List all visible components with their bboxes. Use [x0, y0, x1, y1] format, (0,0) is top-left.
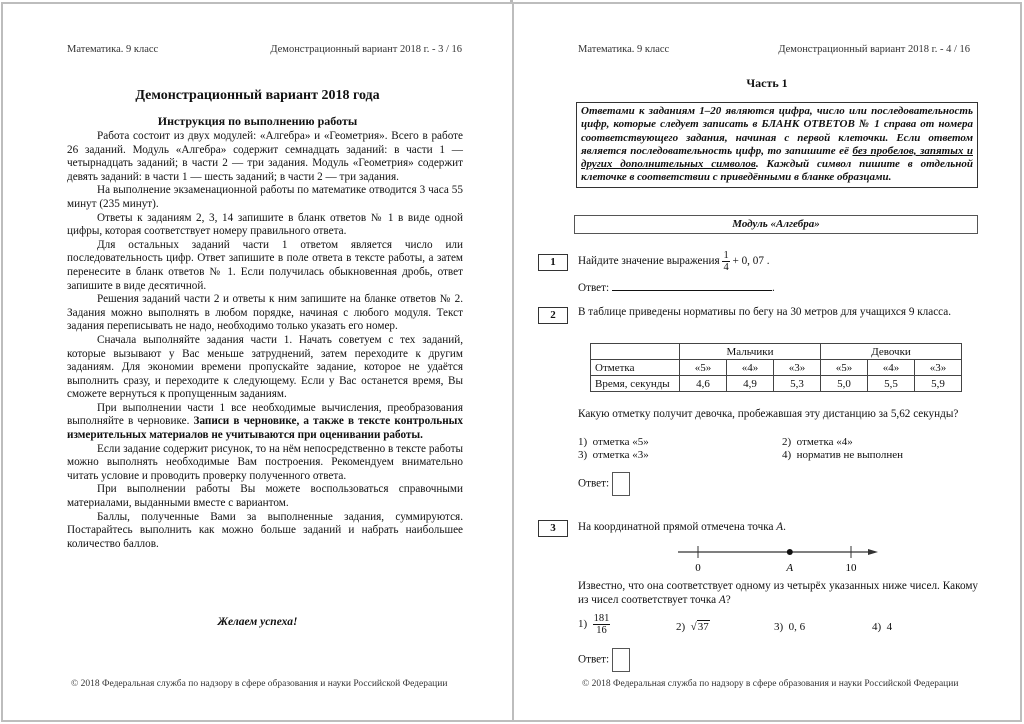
option-3[interactable] [774, 621, 805, 635]
paragraph: Сначала выполняйте задания части 1. Начать советуем с тех заданий, которые вызывают у Вас меньше затруднений, затем переходите к другим заданиям. Для экономии времени пропускайте задание, которое не удаётся выполнить сразу, и переходите к следующему. Если у Вас останется время, Вы сможете вернуться к пропущенным заданиям. [67, 333, 463, 401]
paragraph: Если задание содержит рисунок, то на нём непосредственно в тексте работы можно выполнять необходимые Вам построения. Рекомендуем внимательно читать условие и проводить проверку полученного ответа. [67, 442, 463, 482]
option-2[interactable] [782, 436, 853, 450]
option-label: 3) [774, 621, 784, 633]
expression-tail: + 0, 07 . [732, 255, 770, 268]
task-3-statement: На координатной прямой отмечена точка [578, 521, 774, 533]
calc-bold: Записи в черновике, а также в тексте контрольных измерительных материалов не учитываются при оценивании работы. [67, 415, 463, 442]
paragraph: Баллы, полученные Вами за выполненные задания, суммируются. Постарайтесь выполнить как можно больше заданий и набрать наибольшее количество баллов. [67, 510, 463, 550]
table-row [591, 360, 962, 376]
option-4[interactable] [782, 449, 903, 463]
footer-copyright: © 2018 Федеральная служба по надзору в сфере образования и науки Российской Федерации [582, 679, 959, 689]
table-cell: «3» [915, 360, 962, 376]
task-3-question [578, 580, 978, 607]
closing-wish: Желаем успеха! [217, 616, 298, 628]
option-label: 2) [676, 621, 686, 633]
header-subject: Математика. 9 класс [67, 44, 159, 55]
table-row [591, 344, 962, 360]
document-title: Демонстрационный вариант 2018 года [135, 88, 380, 103]
option-label: 4) [782, 449, 792, 461]
answer-box[interactable] [612, 472, 630, 496]
paragraph: Для остальных заданий части 1 ответом является число или последовательность цифр. Ответ запишите в поле ответа в тексте работы, а затем перенесите в бланк ответов № 1. Если получилась обыкновенная дробь, ответ запишите в виде десятичной. [67, 238, 463, 292]
option-text: норматив не выполнен [796, 449, 904, 461]
answer-label: Ответ: [578, 653, 610, 666]
denominator: 16 [596, 625, 607, 636]
answer-box[interactable] [612, 648, 630, 672]
fraction [722, 250, 729, 273]
footer-copyright: © 2018 Федеральная служба по надзору в сфере образования и науки Российской Федерации [71, 679, 448, 689]
answer-instructions-box [576, 102, 978, 188]
task-3-options [578, 613, 978, 643]
page-3 [1, 2, 512, 722]
option-text: 4 [886, 621, 893, 633]
answer-label: Ответ: [578, 477, 610, 490]
option-label: 2) [782, 436, 792, 448]
table-row [591, 376, 962, 392]
answer-field[interactable] [612, 281, 772, 291]
header-variant: Демонстрационный вариант 2018 г. - 4 / 16 [778, 44, 970, 55]
task-3-text [578, 521, 978, 535]
row-header: Отметка [591, 360, 680, 376]
task-1-text [578, 250, 978, 273]
calc-plain: При выполнении части 1 все необходимые вычисления, преобразования выполняйте в черновике. [67, 401, 463, 428]
point-name: A [718, 593, 726, 606]
row-header: Время, секунды [591, 376, 680, 392]
fraction [593, 613, 611, 636]
point-name: A [776, 521, 784, 533]
notice-text-end: . Каждый символ пишите в отдельной клеточке в соответствии с приведёнными в бланке образцами. [581, 158, 973, 184]
paragraph: Ответы к заданиям 2, 3, 14 запишите в бланк ответов № 1 в виде одной цифры, которая соответствует номеру правильного ответа. [67, 211, 463, 238]
answer-label: Ответ: [578, 282, 610, 294]
table-cell: 4,6 [680, 376, 727, 392]
option-text: отметка «4» [796, 436, 853, 448]
option-4[interactable] [872, 621, 892, 635]
task-2-text: В таблице приведены нормативы по бегу на 30 метров для учащихся 9 класса. [578, 306, 952, 318]
radicand: 37 [697, 621, 709, 633]
table-cell [591, 344, 680, 360]
task-2-answer [578, 472, 978, 496]
square-root: √37 [690, 621, 709, 633]
table-cell: 5,3 [774, 376, 821, 392]
task-1-statement: Найдите значение выражения [578, 255, 720, 268]
paragraph: Решения заданий части 2 и ответы к ним запишите на бланке ответов № 2. Задания можно выполнять в любом порядке, начиная с любого модуля. Текст задания переписывать не надо, необходимо только указать его номер. [67, 293, 463, 333]
task-number-3: 3 [538, 520, 568, 537]
task-number-2: 2 [538, 307, 568, 324]
option-text: 0, 6 [788, 621, 806, 633]
number-line [678, 542, 878, 576]
paragraph: При выполнении работы Вы можете воспользоваться справочными материалами, выданными вместе с вариантом. [67, 483, 463, 510]
table-cell: 5,5 [868, 376, 915, 392]
table-cell: «4» [868, 360, 915, 376]
option-label: 1) [578, 618, 588, 631]
table-cell: «5» [821, 360, 868, 376]
option-label: 4) [872, 621, 882, 633]
task-1-answer [578, 281, 978, 296]
answer-end: . [771, 282, 775, 294]
denominator: 4 [723, 262, 729, 273]
task-2-options [578, 436, 978, 466]
paragraph-calculations [67, 402, 463, 443]
running-norms-table [590, 343, 962, 392]
numerator: 181 [593, 613, 610, 624]
notice-underlined: без пробелов, запятых и других дополнительных символов [581, 144, 973, 171]
table-cell: «4» [727, 360, 774, 376]
tick-label-0: 0 [695, 562, 701, 574]
task-number-1: 1 [538, 254, 568, 271]
table-cell: 5,9 [915, 376, 962, 392]
table-cell: 4,9 [727, 376, 774, 392]
task-2-question: Какую отметку получит девочка, пробежавшая эту дистанцию за 5,62 секунды? [578, 408, 959, 420]
instructions-body [67, 130, 463, 551]
option-3[interactable] [578, 449, 649, 463]
question-end: ? [725, 593, 731, 606]
point-a [787, 549, 793, 555]
option-label: 1) [578, 436, 588, 448]
option-1[interactable] [578, 436, 649, 450]
table-cell: «5» [680, 360, 727, 376]
question-text: Известно, что она соответствует одному из четырёх указанных ниже чисел. Какому из чисел соответствует точка [578, 580, 978, 606]
option-2[interactable] [676, 621, 710, 635]
point-label: A [786, 562, 794, 574]
header-subject: Математика. 9 класс [578, 44, 670, 55]
module-title: Модуль «Алгебра» [574, 215, 978, 234]
instructions-title: Инструкция по выполнению работы [157, 114, 358, 128]
group-header: Девочки [821, 344, 962, 360]
option-text: отметка «3» [592, 449, 649, 461]
table-cell: «3» [774, 360, 821, 376]
option-1[interactable] [578, 613, 610, 636]
paragraph: На выполнение экзаменационной работы по математике отводится 3 часа 55 минут (235 минут). [67, 184, 463, 210]
option-text: отметка «5» [592, 436, 649, 448]
paragraph: Работа состоит из двух модулей: «Алгебра» и «Геометрия». Всего в работе 26 заданий. Модуль «Алгебра» содержит семнадцать заданий: в части 1 — четырнадцать заданий; в части 2 — три задания. Модуль «Геометрия» содержит девять заданий: в части 1 — шесть заданий; в части 2 — три задания. [67, 130, 463, 183]
numerator: 1 [723, 250, 729, 261]
table-cell: 5,0 [821, 376, 868, 392]
notice-text: Ответами к заданиям 1–20 являются цифра, число или последовательность цифр, которые следует записать в БЛАНК ОТВЕТОВ № 1 справа от номера соответствующего задания, начиная с первой клеточки. Если ответом является последовательность цифр, то запишите её [581, 105, 973, 157]
header-variant: Демонстрационный вариант 2018 г. - 3 / 16 [270, 44, 462, 55]
arrow-head-icon [868, 549, 878, 555]
tick-label-10: 10 [845, 562, 857, 574]
text-end: . [783, 521, 786, 533]
option-label: 3) [578, 449, 588, 461]
part-title: Часть 1 [746, 76, 788, 90]
page-4 [512, 2, 1022, 722]
group-header: Мальчики [680, 344, 821, 360]
task-3-answer [578, 648, 978, 672]
